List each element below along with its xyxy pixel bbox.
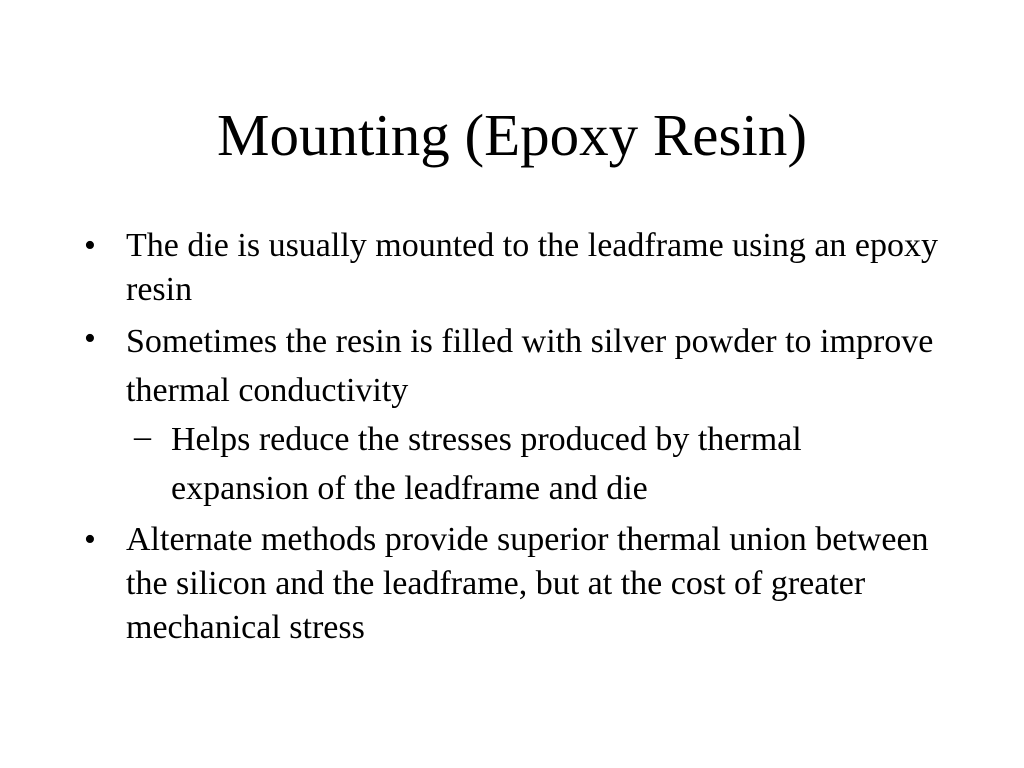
bullet-list xyxy=(84,224,944,655)
bullet-item-1 xyxy=(84,224,944,312)
sub-bullet-list xyxy=(126,415,944,513)
slide-title: Mounting (Epoxy Resin) xyxy=(217,102,807,168)
bullet-marker: • xyxy=(84,521,96,558)
bullet-text: The die is usually mounted to the leadframe using an epoxy resin xyxy=(126,227,939,308)
bullet-text: Alternate methods provide superior thermal union between the silicon and the leadframe, but at the cost of greater mechanical stress xyxy=(126,521,929,646)
sub-bullet-text: Helps reduce the stresses produced by thermal expansion of the leadframe and die xyxy=(171,421,802,507)
bullet-marker: • xyxy=(84,320,96,357)
sub-bullet-item xyxy=(126,415,944,513)
bullet-text: Sometimes the resin is filled with silver powder to improve thermal conductivity xyxy=(126,323,934,409)
bullet-item-3 xyxy=(84,518,944,650)
bullet-item-2 xyxy=(84,317,944,513)
bullet-marker: • xyxy=(84,227,96,264)
sub-bullet-marker: – xyxy=(134,418,151,455)
